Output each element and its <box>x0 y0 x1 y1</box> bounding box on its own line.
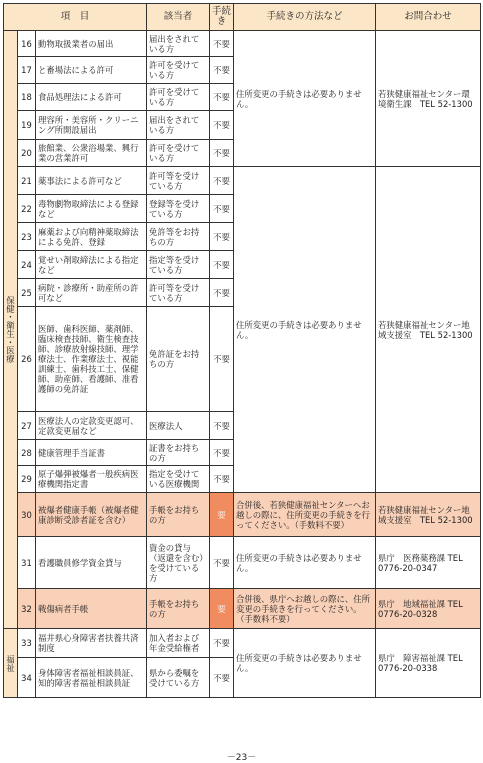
table-row-highlight <box>4 589 481 629</box>
row-item: 理容所・美容所・クリーニング所開設届出 <box>36 111 147 140</box>
row-target: 県から委嘱を受けている方 <box>147 658 210 698</box>
row-number: 34 <box>18 658 36 698</box>
row-contact: 県庁 医務薬務課 TEL 0776-20-0347 <box>376 537 481 589</box>
row-target: 許可等を受けている方 <box>147 167 210 195</box>
row-proc-required: 要 <box>210 589 234 629</box>
row-target: 手帳をお持ちの方 <box>147 589 210 629</box>
row-target: 届出をされている方 <box>147 31 210 57</box>
group-contact: 県庁 障害福祉課 TEL 0776-20-0338 <box>376 629 481 698</box>
table-row <box>4 537 481 589</box>
section-welfare: 福祉 <box>4 629 18 698</box>
group-method: 住所変更の手続きは必要ありません。 <box>234 629 376 698</box>
row-proc: 不要 <box>210 84 234 111</box>
row-proc: 不要 <box>210 140 234 167</box>
row-proc: 不要 <box>210 31 234 57</box>
row-number: 26 <box>18 307 36 412</box>
row-target: 指定等を受けている方 <box>147 251 210 279</box>
row-item: と畜場法による許可 <box>36 57 147 84</box>
row-number: 19 <box>18 111 36 140</box>
row-item: 被爆者健康手帳（被爆者健康診断受診者証を含む） <box>36 493 147 537</box>
row-target: 手帳をお持ちの方 <box>147 493 210 537</box>
row-target: 資金の貸与（返還を含む）を受けている方 <box>147 537 210 589</box>
row-target: 医療法人 <box>147 412 210 440</box>
row-target: 届出をされている方 <box>147 111 210 140</box>
header-proc: 手続き <box>210 4 234 31</box>
row-target: 免許等をお持ちの方 <box>147 223 210 251</box>
table-row <box>4 167 481 195</box>
row-target: 許可を受けている方 <box>147 84 210 111</box>
row-item: 身体障害者福祉相談員証、知的障害者福祉相談員証 <box>36 658 147 698</box>
row-target: 証書をお持ちの方 <box>147 440 210 466</box>
row-contact: 県庁 地域福祉課 TEL 0776-20-0328 <box>376 589 481 629</box>
row-proc: 不要 <box>210 440 234 466</box>
row-item: 健康管理手当証書 <box>36 440 147 466</box>
row-item: 医師、歯科医師、薬剤師、臨床検査技師、衛生検査技師、診療放射線技師、理学療法士、作業療法士、視能訓練士、歯科技工士、保健師、助産師、看護師、准看護師の免許証 <box>36 307 147 412</box>
row-number: 16 <box>18 31 36 57</box>
page-number: －23－ <box>226 753 257 763</box>
row-proc: 不要 <box>210 658 234 698</box>
row-item: 薬事法による許可など <box>36 167 147 195</box>
row-item: 麻薬および向精神薬取締法による免許、登録 <box>36 223 147 251</box>
row-number: 24 <box>18 251 36 279</box>
table-row <box>4 629 481 658</box>
row-item: 旅館業、公衆浴場業、興行業の営業許可 <box>36 140 147 167</box>
row-proc: 不要 <box>210 251 234 279</box>
row-proc: 不要 <box>210 466 234 493</box>
row-target: 登録等を受けている方 <box>147 195 210 223</box>
row-proc: 不要 <box>210 412 234 440</box>
table-row <box>4 31 481 57</box>
row-number: 21 <box>18 167 36 195</box>
row-proc-required: 要 <box>210 493 234 537</box>
row-proc: 不要 <box>210 195 234 223</box>
row-number: 30 <box>18 493 36 537</box>
row-method: 合併後、県庁へお越しの際に、住所変更の手続きを行ってください。（手数料不要） <box>234 589 376 629</box>
row-target: 許可を受けている方 <box>147 57 210 84</box>
row-number: 23 <box>18 223 36 251</box>
row-target: 免許証をお持ちの方 <box>147 307 210 412</box>
row-number: 27 <box>18 412 36 440</box>
row-number: 33 <box>18 629 36 658</box>
row-item: 毒物劇物取締法による登録など <box>36 195 147 223</box>
row-target: 許可を受けている方 <box>147 140 210 167</box>
row-number: 18 <box>18 84 36 111</box>
row-target: 加入者および年金受給権者 <box>147 629 210 658</box>
row-number: 20 <box>18 140 36 167</box>
row-proc: 不要 <box>210 167 234 195</box>
group-contact: 若狭健康福祉センター環境衛生課 TEL 52-1300 <box>376 31 481 167</box>
row-item: 福井県心身障害者扶養共済制度 <box>36 629 147 658</box>
row-proc: 不要 <box>210 629 234 658</box>
row-item: 戦傷病者手帳 <box>36 589 147 629</box>
row-proc: 不要 <box>210 111 234 140</box>
row-proc: 不要 <box>210 307 234 412</box>
row-item: 原子爆弾被爆者一般疾病医療機関指定書 <box>36 466 147 493</box>
row-contact: 若狭健康福祉センター地域支援室 TEL 52-1300 <box>376 493 481 537</box>
row-item: 病院・診療所・助産所の許可など <box>36 279 147 307</box>
row-number: 32 <box>18 589 36 629</box>
row-item: 覚せい剤取締法による指定など <box>36 251 147 279</box>
group-method: 住所変更の手続きは必要ありません。 <box>234 31 376 167</box>
row-proc: 不要 <box>210 223 234 251</box>
header-item: 項 目 <box>4 4 147 31</box>
table-row-highlight <box>4 493 481 537</box>
row-item: 看護職員修学資金貸与 <box>36 537 147 589</box>
row-number: 29 <box>18 466 36 493</box>
group-method: 住所変更の手続きは必要ありません。 <box>234 167 376 493</box>
row-proc: 不要 <box>210 537 234 589</box>
header-target: 該当者 <box>147 4 210 31</box>
row-item: 食品処理法による許可 <box>36 84 147 111</box>
row-proc: 不要 <box>210 279 234 307</box>
row-number: 25 <box>18 279 36 307</box>
row-method: 合併後、若狭健康福祉センターへお越しの際に、住所変更の手続きを行ってください。（手数料不要） <box>234 493 376 537</box>
procedure-table <box>3 3 481 698</box>
row-method: 住所変更の手続きは必要ありません。 <box>234 537 376 589</box>
row-number: 17 <box>18 57 36 84</box>
row-number: 28 <box>18 440 36 466</box>
group-contact: 若狭健康福祉センター地域支援室 TEL 52-1300 <box>376 167 481 493</box>
header-contact: お問合わせ <box>376 4 481 31</box>
section-health: 保健・衛生・医療 <box>4 31 18 629</box>
row-item: 動物取扱業者の届出 <box>36 31 147 57</box>
row-target: 指定を受けている医療機関 <box>147 466 210 493</box>
row-item: 医療法人の定款変更認可、定款変更届など <box>36 412 147 440</box>
header-method: 手続きの方法など <box>234 4 376 31</box>
row-number: 22 <box>18 195 36 223</box>
header-row <box>4 4 481 31</box>
row-number: 31 <box>18 537 36 589</box>
row-proc: 不要 <box>210 57 234 84</box>
row-target: 許可等を受けている方 <box>147 279 210 307</box>
